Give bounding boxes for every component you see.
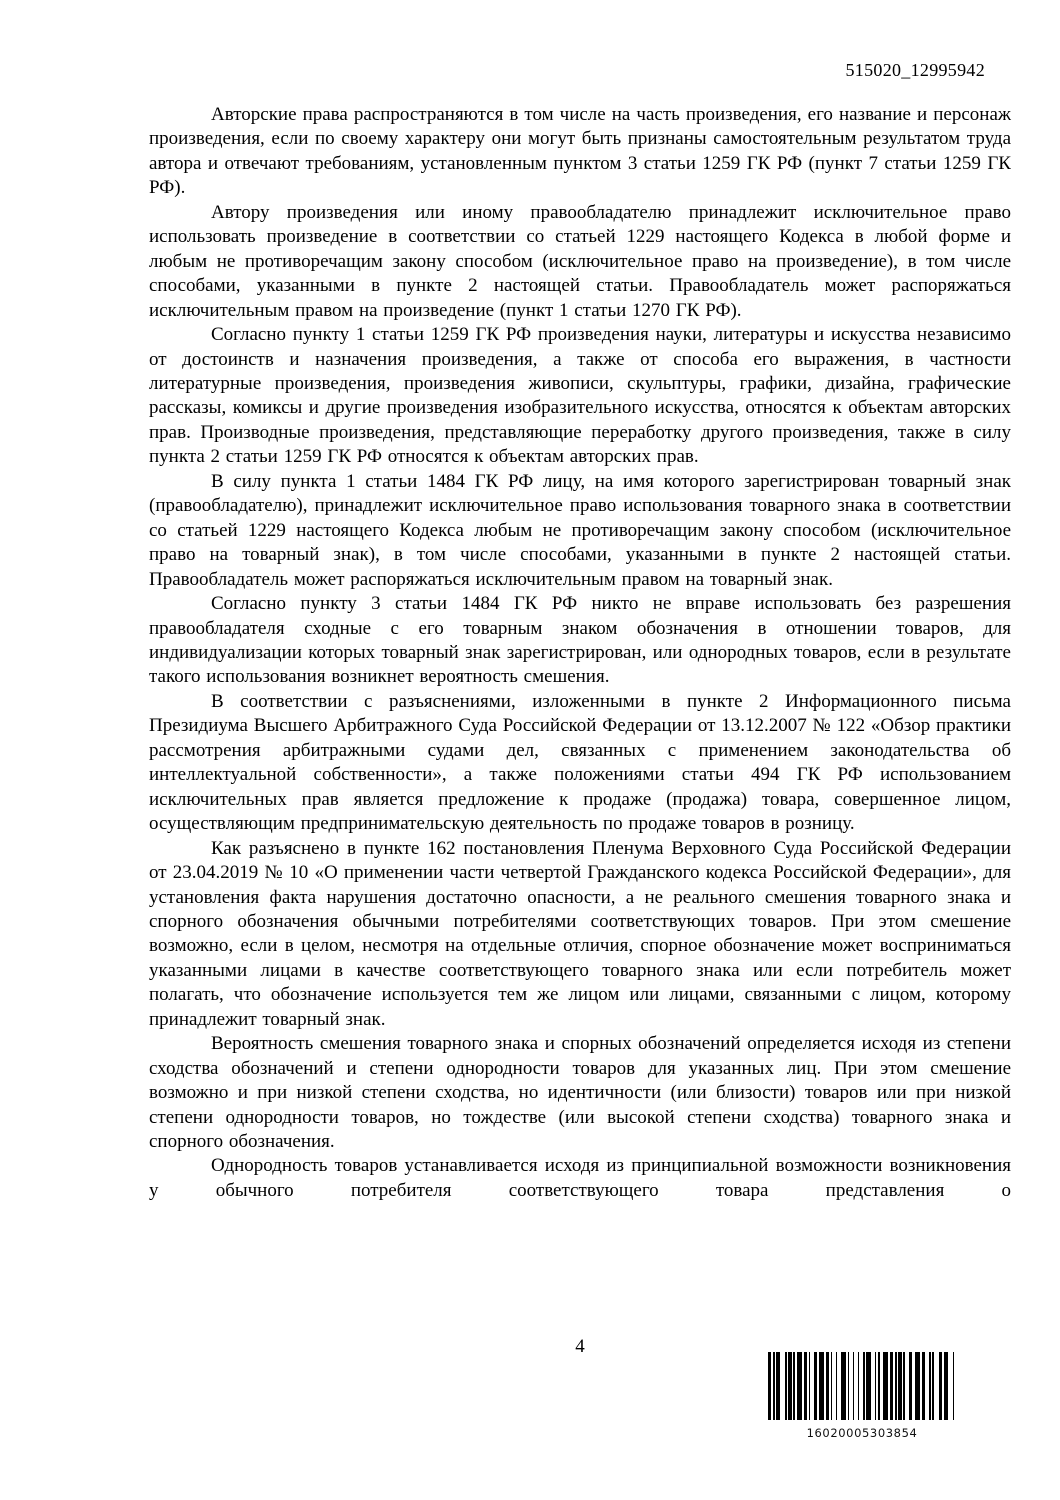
document-number: 515020_12995942 xyxy=(845,60,985,80)
paragraph: В силу пункта 1 статьи 1484 ГК РФ лицу, на имя которого зарегистрирован товарный знак (правообладателю), принадлежит исключительное право использования товарного знака в соответствии со статьей 1229 настоящего Кодекса любым не противоречащим закону способом (исключительное право на товарный знак), в том числе способами, указанными в пункте 2 настоящей статьи. Правообладатель может распоряжаться исключительным правом на товарный знак. xyxy=(149,470,1011,590)
paragraph: В соответствии с разъяснениями, изложенными в пункте 2 Информационного письма Президиума Высшего Арбитражного Суда Российской Федерации от 13.12.2007 № 122 «Обзор практики рассмотрения арбитражными судами дел, связанных с применением законодательства об интеллектуальной собственности», а также положениями статьи 494 ГК РФ использованием исключительных прав является предложение к продаже (продажа) товара, совершенное лицом, осуществляющим предпринимательскую деятельность по продаже товаров в розницу. xyxy=(149,690,1011,835)
page-number: 4 xyxy=(575,1336,585,1357)
barcode-number: 16020005303854 xyxy=(806,1426,918,1440)
paragraph: Согласно пункту 3 статьи 1484 ГК РФ никто не вправе использовать без разрешения правообладателя сходные с его товарным знаком обозначения в отношении товаров, для индивидуализации которых товарный знак зарегистрирован, или однородных товаров, если в результате такого использования возникнет вероятность смешения. xyxy=(149,593,1011,688)
paragraph: Авторские права распространяются в том числе на часть произведения, его название и персонаж произведения, если по своему характеру они могут быть признаны самостоятельным результатом труда автора и отвечают требованиям, установленным пунктом 3 статьи 1259 ГК РФ (пункт 7 статьи 1259 ГК РФ). xyxy=(149,104,1011,199)
document-body xyxy=(149,103,1011,1203)
paragraph: Однородность товаров устанавливается исходя из принципиальной возможности возникновения у обычного потребителя соответствующего товара представления о xyxy=(149,1155,1011,1201)
paragraph: Вероятность смешения товарного знака и спорных обозначений определяется исходя из степени сходства обозначений и степени однородности товаров для указанных лиц. При этом смешение возможно и при низкой степени сходства, но идентичности (или близости) товаров или при низкой степени однородности товаров, но тождестве (или высокой степени сходства) товарного знака и спорного обозначения. xyxy=(149,1033,1011,1153)
paragraph: Согласно пункту 1 статьи 1259 ГК РФ произведения науки, литературы и искусства независимо от достоинств и назначения произведения, а также от способа его выражения, в частности литературные произведения, произведения живописи, скульптуры, графики, дизайна, графические рассказы, комиксы и другие произведения изобразительного искусства, относятся к объектам авторских прав. Производные произведения, представляющие переработку другого произведения, также в силу пункта 2 статьи 1259 ГК РФ относятся к объектам авторских прав. xyxy=(149,324,1011,468)
barcode-bars xyxy=(768,1352,956,1420)
paragraph: Автору произведения или иному правообладателю принадлежит исключительное право использовать произведение в соответствии со статьей 1229 настоящего Кодекса в любой форме и любым не противоречащим закону способом (исключительное право на произведение), в том числе способами, указанными в пункте 2 настоящей статьи. Правообладатель может распоряжаться исключительным правом на произведение (пункт 1 статьи 1270 ГК РФ). xyxy=(149,201,1011,321)
barcode xyxy=(762,1352,962,1440)
paragraph: Как разъяснено в пункте 162 постановления Пленума Верховного Суда Российской Федерации от 23.04.2019 № 10 «О применении части четвертой Гражданского кодекса Российской Федерации», для установления факта нарушения достаточно опасности, а не реального смешения товарного знака и спорного обозначения обычными потребителями соответствующих товаров. При этом смешение возможно, если в целом, несмотря на отдельные отличия, спорное обозначение может восприниматься указанными лицами в качестве соответствующего товарного знака или если потребитель может полагать, что обозначение используется тем же лицом или лицами, связанными с лицом, которому принадлежит товарный знак. xyxy=(149,837,1011,1030)
